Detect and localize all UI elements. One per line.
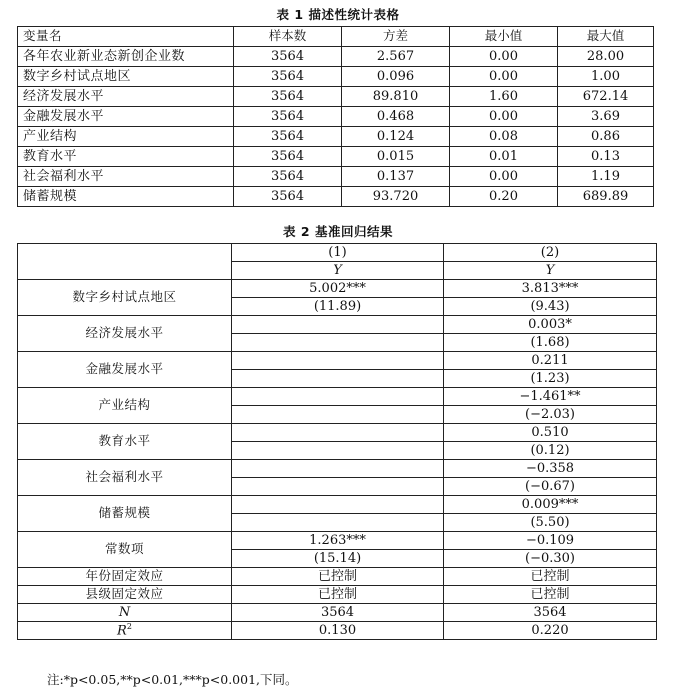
table2-header-row <box>18 244 657 262</box>
value-cell: 0.00 <box>450 107 558 127</box>
value-cell: 0.13 <box>558 147 654 167</box>
coefficient-row <box>18 352 657 370</box>
model-2-coefficient: 0.510 <box>444 424 657 442</box>
model-2-coefficient: −0.358 <box>444 460 657 478</box>
model-2-coefficient: 3.813*** <box>444 280 657 298</box>
fixed-effect-label: 年份固定效应 <box>18 568 232 586</box>
model-1-statistic <box>232 478 444 496</box>
model-1-dependent-var: Y <box>232 262 444 280</box>
coefficient-row <box>18 316 657 334</box>
table-row <box>18 167 654 187</box>
variable-name-cell: 经济发展水平 <box>18 87 234 107</box>
model-2-coefficient: 0.003* <box>444 316 657 334</box>
model-2-statistic: (5.50) <box>444 514 657 532</box>
table-row <box>18 187 654 207</box>
model-1-statistic <box>232 442 444 460</box>
model-1-coefficient <box>232 316 444 334</box>
value-cell: 0.01 <box>450 147 558 167</box>
value-cell: 3564 <box>234 87 342 107</box>
table-row <box>18 67 654 87</box>
model-2-coefficient: −1.461** <box>444 388 657 406</box>
model-2-statistic: (−0.67) <box>444 478 657 496</box>
model-1-statistic: (15.14) <box>232 550 444 568</box>
variable-label: 储蓄规模 <box>18 496 232 532</box>
coefficient-row <box>18 388 657 406</box>
column-header: 最小值 <box>450 27 558 47</box>
table-note: 注:*p<0.05,**p<0.01,***p<0.001,下同。 <box>47 672 298 687</box>
table2-caption: 表 2 基准回归结果 <box>283 224 393 239</box>
value-cell: 0.468 <box>342 107 450 127</box>
table1-caption: 表 1 描述性统计表格 <box>276 7 400 22</box>
variable-name-cell: 社会福利水平 <box>18 167 234 187</box>
value-cell: 0.20 <box>450 187 558 207</box>
r-squared-row <box>18 622 657 640</box>
value-cell: 28.00 <box>558 47 654 67</box>
model-2-dependent-var: Y <box>444 262 657 280</box>
model-1-coefficient <box>232 496 444 514</box>
value-cell: 689.89 <box>558 187 654 207</box>
variable-label: 社会福利水平 <box>18 460 232 496</box>
model-2-statistic: (1.23) <box>444 370 657 388</box>
value-cell: 3564 <box>234 47 342 67</box>
observations-row <box>18 604 657 622</box>
value-cell: 3564 <box>234 167 342 187</box>
value-cell: 0.096 <box>342 67 450 87</box>
variable-name-cell: 各年农业新业态新创企业数 <box>18 47 234 67</box>
column-header: 方差 <box>342 27 450 47</box>
model-1-statistic <box>232 370 444 388</box>
value-cell: 1.60 <box>450 87 558 107</box>
value-cell: 3564 <box>234 127 342 147</box>
model-2-statistic: (9.43) <box>444 298 657 316</box>
variable-name-cell: 储蓄规模 <box>18 187 234 207</box>
value-cell: 3564 <box>234 187 342 207</box>
table-row <box>18 147 654 167</box>
variable-label: 教育水平 <box>18 424 232 460</box>
model-1-coefficient: 5.002*** <box>232 280 444 298</box>
model-2-statistic: (−2.03) <box>444 406 657 424</box>
value-cell: 3.69 <box>558 107 654 127</box>
column-header: 样本数 <box>234 27 342 47</box>
value-cell: 1.19 <box>558 167 654 187</box>
regression-results-table <box>17 243 657 640</box>
model-2-observations: 3564 <box>444 604 657 622</box>
table-row <box>18 107 654 127</box>
value-cell: 3564 <box>234 67 342 87</box>
value-cell: 0.08 <box>450 127 558 147</box>
model-2-header: (2) <box>444 244 657 262</box>
variable-label: 数字乡村试点地区 <box>18 280 232 316</box>
coefficient-row <box>18 424 657 442</box>
model-1-coefficient <box>232 352 444 370</box>
model-2-statistic: (1.68) <box>444 334 657 352</box>
model-1-statistic <box>232 334 444 352</box>
model-2-statistic: (−0.30) <box>444 550 657 568</box>
model-1-coefficient <box>232 424 444 442</box>
coefficient-row <box>18 460 657 478</box>
model-1-header: (1) <box>232 244 444 262</box>
value-cell: 3564 <box>234 147 342 167</box>
model-2-coefficient: −0.109 <box>444 532 657 550</box>
model-1-statistic: (11.89) <box>232 298 444 316</box>
coefficient-row <box>18 496 657 514</box>
r-squared-symbol: R <box>117 623 127 639</box>
model-1-coefficient <box>232 388 444 406</box>
variable-name-cell: 产业结构 <box>18 127 234 147</box>
model-2-r-squared: 0.220 <box>444 622 657 640</box>
variable-name-cell: 教育水平 <box>18 147 234 167</box>
descriptive-stats-table <box>17 26 654 207</box>
value-cell: 2.567 <box>342 47 450 67</box>
table-row <box>18 87 654 107</box>
variable-label: 产业结构 <box>18 388 232 424</box>
value-cell: 93.720 <box>342 187 450 207</box>
model-2-statistic: (0.12) <box>444 442 657 460</box>
value-cell: 0.137 <box>342 167 450 187</box>
value-cell: 0.015 <box>342 147 450 167</box>
value-cell: 3564 <box>234 107 342 127</box>
model-2-coefficient: 0.009*** <box>444 496 657 514</box>
model-1-fixed-effect: 已控制 <box>232 586 444 604</box>
observations-label: N <box>18 604 232 622</box>
value-cell: 0.00 <box>450 47 558 67</box>
r-squared-label <box>18 622 232 640</box>
model-1-coefficient: 1.263*** <box>232 532 444 550</box>
value-cell: 0.00 <box>450 67 558 87</box>
coefficient-row <box>18 280 657 298</box>
model-1-coefficient <box>232 460 444 478</box>
model-2-fixed-effect: 已控制 <box>444 568 657 586</box>
table-row <box>18 47 654 67</box>
fixed-effect-row <box>18 568 657 586</box>
value-cell: 672.14 <box>558 87 654 107</box>
coefficient-row <box>18 532 657 550</box>
value-cell: 1.00 <box>558 67 654 87</box>
column-header: 最大值 <box>558 27 654 47</box>
variable-name-cell: 金融发展水平 <box>18 107 234 127</box>
model-2-coefficient: 0.211 <box>444 352 657 370</box>
r-squared-superscript: 2 <box>126 622 132 632</box>
table1-header-row <box>18 27 654 47</box>
fixed-effect-row <box>18 586 657 604</box>
model-1-statistic <box>232 514 444 532</box>
value-cell: 0.86 <box>558 127 654 147</box>
value-cell: 0.124 <box>342 127 450 147</box>
column-header: 变量名 <box>18 27 234 47</box>
table-row <box>18 127 654 147</box>
model-1-r-squared: 0.130 <box>232 622 444 640</box>
model-2-fixed-effect: 已控制 <box>444 586 657 604</box>
value-cell: 89.810 <box>342 87 450 107</box>
model-1-statistic <box>232 406 444 424</box>
variable-label: 金融发展水平 <box>18 352 232 388</box>
model-1-observations: 3564 <box>232 604 444 622</box>
variable-name-cell: 数字乡村试点地区 <box>18 67 234 87</box>
variable-label: 常数项 <box>18 532 232 568</box>
variable-label: 经济发展水平 <box>18 316 232 352</box>
model-1-fixed-effect: 已控制 <box>232 568 444 586</box>
fixed-effect-label: 县级固定效应 <box>18 586 232 604</box>
value-cell: 0.00 <box>450 167 558 187</box>
empty-header-cell <box>18 244 232 280</box>
